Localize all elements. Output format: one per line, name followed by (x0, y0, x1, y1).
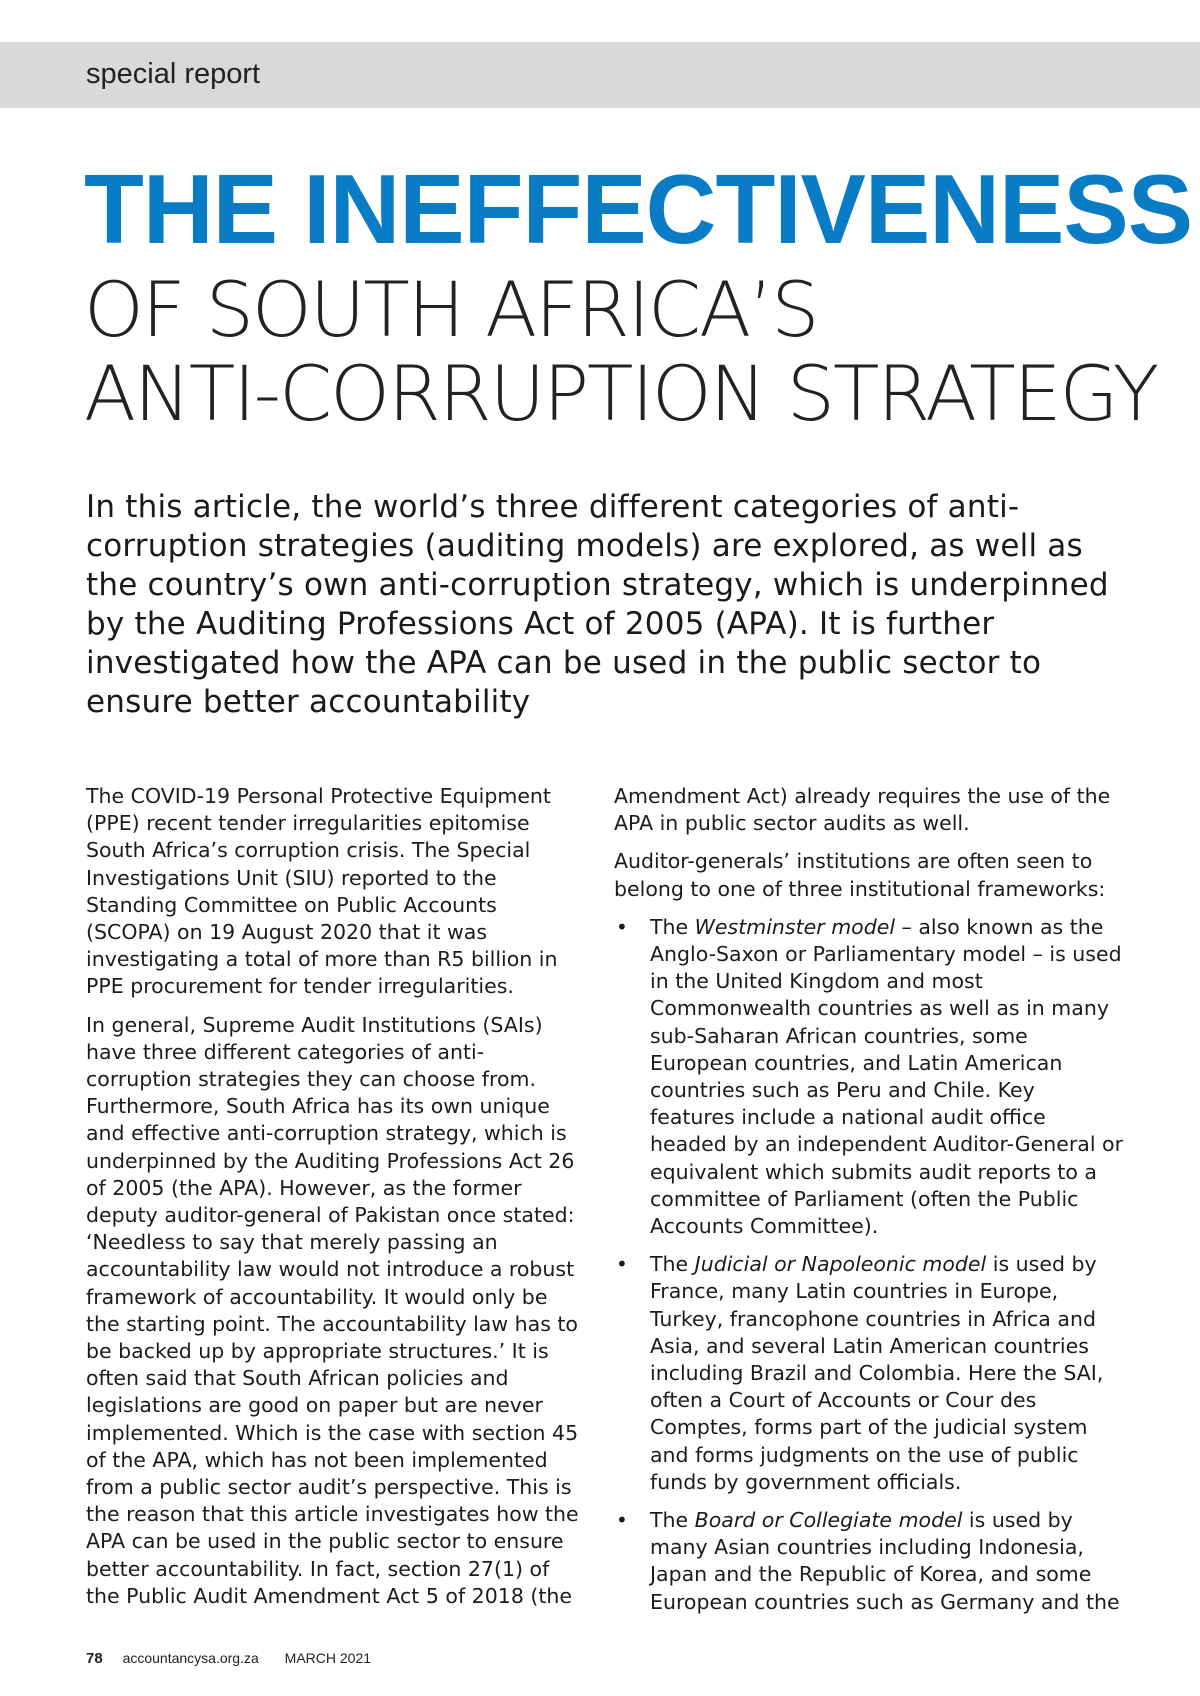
headline-main: THE INEFFECTIVENESS (84, 154, 1193, 264)
model-name: Board or Collegiate model (694, 1508, 963, 1533)
bullet-icon: • (616, 1252, 628, 1277)
list-item (614, 914, 1124, 1240)
body-paragraph: Auditor-generals’ institutions are often seen to belong to one of three institutional frameworks: (614, 849, 1106, 901)
body-paragraph: In general, Supreme Audit Institutions (SAIs) have three different categories of anti-corruption strategies they can choose from. Furthermore, South Africa has its own unique and effective anti-corruption strategy, which is underpinned by the Auditing Professions Act 26 of 2005 (the APA). However, as the former deputy auditor-general of Pakistan once stated: ‘Needless to say that merely passing an accountability law would not introduce a robust framework of accountability. It would only be the starting point. The accountability law has to be backed up by appropriate structures.’ It is often said that South African policies and legislations are good on paper but are never implemented. Which is the case with section 45 of the APA, which has not been implemented from a public sector audit’s perspective. This is the reason that this article investigates how the APA can be used in the public sector to ensure better accountability. In fact, section 27(1) of the Public Audit Amendment Act 5 of 2018 (the (86, 1012, 579, 1608)
model-name: Westminster model (694, 914, 896, 939)
bullet-text: is used by France, many Latin countries in Europe, Turkey, francophone countries in Africa and Asia, and several Latin American countries including Brazil and Colombia. Here the SAI, often a Court of Accounts or Cour des Comptes, forms part of the judicial system and forms judgments on the use of public funds by government officials. (650, 1252, 1104, 1494)
headline-sub-line2: ANTI-CORRUPTION STRATEGY (84, 349, 1158, 438)
model-name: Judicial or Napoleonic model (694, 1252, 987, 1277)
body-paragraph: The COVID-19 Personal Protective Equipment (PPE) recent tender irregularities epitomise South Africa’s corruption crisis. The Special Investigations Unit (SIU) reported to the Standing Committee on Public Accounts (SCOPA) on 19 August 2020 that it was investigating a total of more than R5 billion in PPE procurement for tender irregularities. (86, 784, 558, 999)
footer-date: MARCH 2021 (284, 1650, 372, 1666)
bullet-prefix: The (650, 1508, 695, 1533)
bullet-prefix: The (650, 914, 695, 939)
section-header-band (0, 42, 1200, 108)
right-column (614, 783, 1124, 1627)
body-paragraph: Amendment Act) already requires the use of the APA in public sector audits as well. (614, 784, 1111, 836)
bullet-prefix: The (650, 1252, 695, 1277)
bullet-icon: • (616, 914, 628, 939)
headline-sub-line1: OF SOUTH AFRICA’S (84, 265, 818, 354)
section-label: special report (86, 58, 261, 90)
left-column (86, 783, 586, 1621)
bullet-icon: • (616, 1508, 628, 1533)
page-number: 78 (86, 1650, 103, 1667)
list-item (614, 1251, 1124, 1496)
footer-website: accountancysa.org.za (122, 1650, 259, 1666)
page-footer (86, 1650, 371, 1667)
bullet-text: is used by many Asian countries including Indonesia, Japan and the Republic of Korea, and some European countries such as Germany and the (650, 1508, 1120, 1614)
audit-model-list (614, 914, 1124, 1616)
lead-paragraph: In this article, the world’s three different categories of anti-corruption strategies (auditing models) are explored, as well as the country’s own anti-corruption strategy, which is underpinned by the Auditing Professions Act of 2005 (APA). It is further investigated how the APA can be used in the public sector to ensure better accountability (86, 489, 1109, 720)
bullet-text: – also known as the Anglo-Saxon or Parliamentary model – is used in the United Kingdom and most Commonwealth countries as well as in many sub-Saharan African countries, some European countries, and Latin American countries such as Peru and Chile. Key features include a national audit office headed by an independent Auditor-General or equivalent which submits audit reports to a committee of Parliament (often the Public Accounts Committee). (650, 914, 1124, 1239)
list-item (614, 1507, 1124, 1616)
